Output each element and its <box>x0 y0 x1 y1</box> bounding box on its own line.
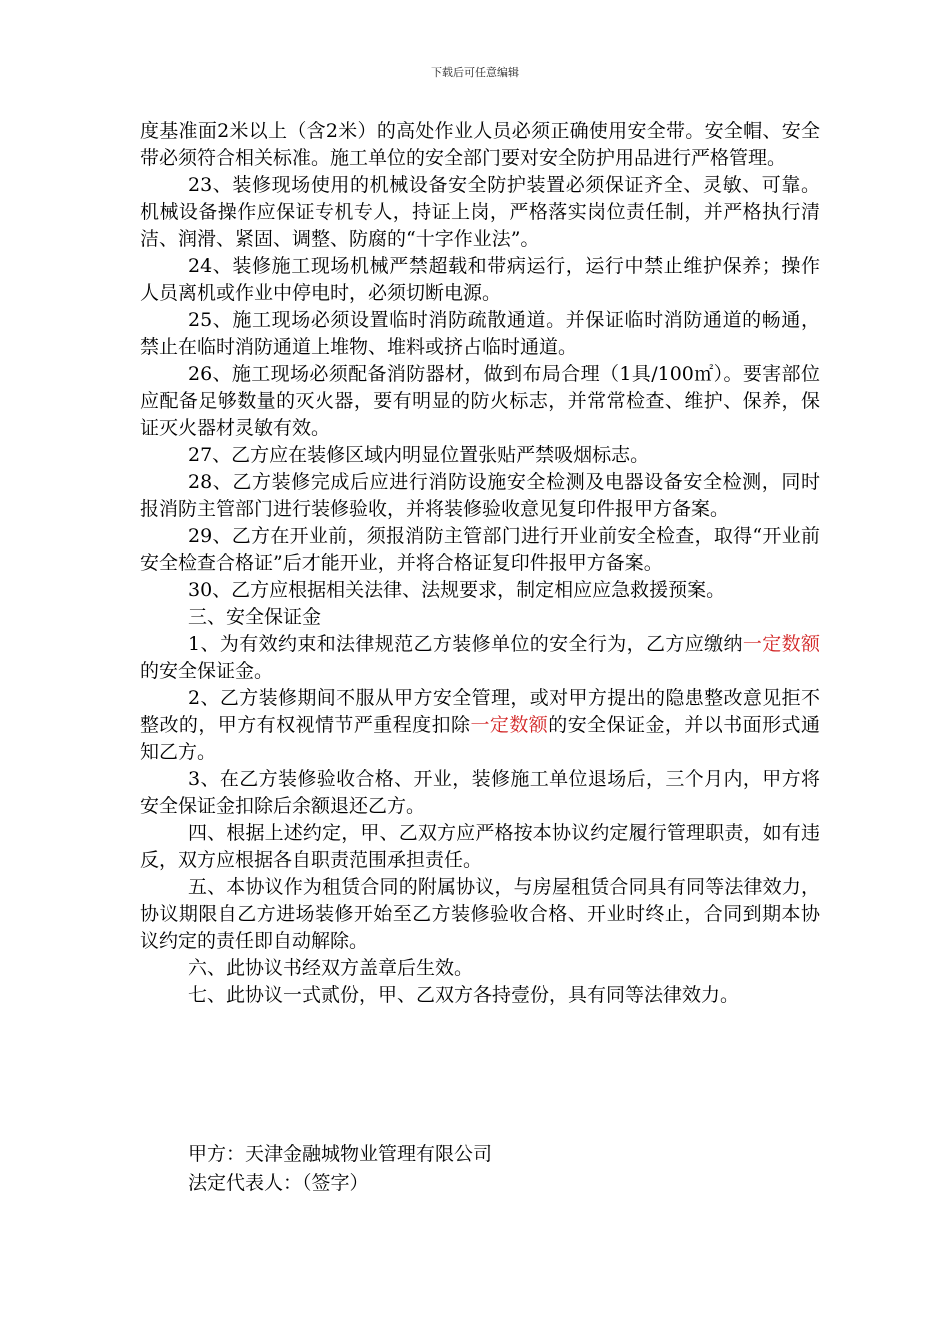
deposit-clause-2-text-b: 的安全保证金，并以书面形式通知乙方。 <box>140 714 820 763</box>
amount-placeholder: 一定数额 <box>470 714 549 736</box>
clause-29: 29、乙方在开业前，须报消防主管部门进行开业前安全检查，取得“开业前安全检查合格证”后才能开业，并将合格证复印件报甲方备案。 <box>140 525 820 574</box>
section-7: 七、此协议一式贰份，甲、乙双方各持壹份，具有同等法律效力。 <box>188 984 740 1006</box>
document-body <box>140 118 820 1009</box>
deposit-clause-1-text-b: 的安全保证金。 <box>140 660 274 682</box>
clause-24: 24、装修施工现场机械严禁超载和带病运行，运行中禁止维护保养；操作人员离机或作业中停电时，必须切断电源。 <box>140 255 820 304</box>
clause-25: 25、施工现场必须设置临时消防疏散通道。并保证临时消防通道的畅通，禁止在临时消防通道上堆物、堆料或挤占临时通道。 <box>140 309 820 358</box>
clause-27: 27、乙方应在装修区域内明显位置张贴严禁吸烟标志。 <box>188 444 650 466</box>
amount-placeholder: 一定数额 <box>742 633 820 655</box>
clause-30: 30、乙方应根据相关法律、法规要求，制定相应应急救援预案。 <box>188 579 726 601</box>
clause-23: 23、装修现场使用的机械设备安全防护装置必须保证齐全、灵敏、可靠。机械设备操作应保证专机专人，持证上岗，严格落实岗位责任制，并严格执行清洁、润滑、紧固、调整、防腐的“十字作业法”。 <box>140 174 820 250</box>
section-6: 六、此协议书经双方盖章后生效。 <box>188 957 474 979</box>
deposit-clause-1-text-a: 1、为有效约束和法律规范乙方装修单位的安全行为，乙方应缴纳 <box>188 633 743 655</box>
deposit-clause-2 <box>140 685 820 766</box>
deposit-clause-3: 3、在乙方装修验收合格、开业，装修施工单位退场后，三个月内，甲方将安全保证金扣除后余额退还乙方。 <box>140 768 820 817</box>
deposit-clause-2-text-a: 2、乙方装修期间不服从甲方安全管理，或对甲方提出的隐患整改意见拒不整改的，甲方有权视情节严重程度扣除 <box>140 687 820 736</box>
section-5: 五、本协议作为租赁合同的附属协议，与房屋租赁合同具有同等法律效力，协议期限自乙方进场装修开始至乙方装修验收合格、开业时终止，合同到期本协议约定的责任即自动解除。 <box>140 876 820 952</box>
section-4: 四、根据上述约定，甲、乙双方应严格按本协议约定履行管理职责，如有违反，双方应根据各自职责范围承担责任。 <box>140 822 820 871</box>
signature-block <box>188 1140 492 1198</box>
paragraph-continuation: 度基准面2米以上（含2米）的高处作业人员必须正确使用安全带。安全帽、安全带必须符合相关标准。施工单位的安全部门要对安全防护用品进行严格管理。 <box>140 120 820 169</box>
page-header-note: 下载后可任意编辑 <box>431 66 519 79</box>
clause-28: 28、乙方装修完成后应进行消防设施安全检测及电器设备安全检测，同时报消防主管部门进行装修验收，并将装修验收意见复印件报甲方备案。 <box>140 471 820 520</box>
party-a-line: 甲方：天津金融城物业管理有限公司 <box>188 1143 493 1165</box>
deposit-clause-1 <box>140 631 820 685</box>
section-heading-deposit: 三、安全保证金 <box>188 606 322 628</box>
clause-26: 26、施工现场必须配备消防器材，做到布局合理（1具/100㎡）。要害部位应配备足够数量的灭火器，要有明显的防火标志，并常常检查、维护、保养，保证灭火器材灵敏有效。 <box>140 363 820 439</box>
legal-representative-line: 法定代表人：（签字） <box>188 1172 369 1194</box>
